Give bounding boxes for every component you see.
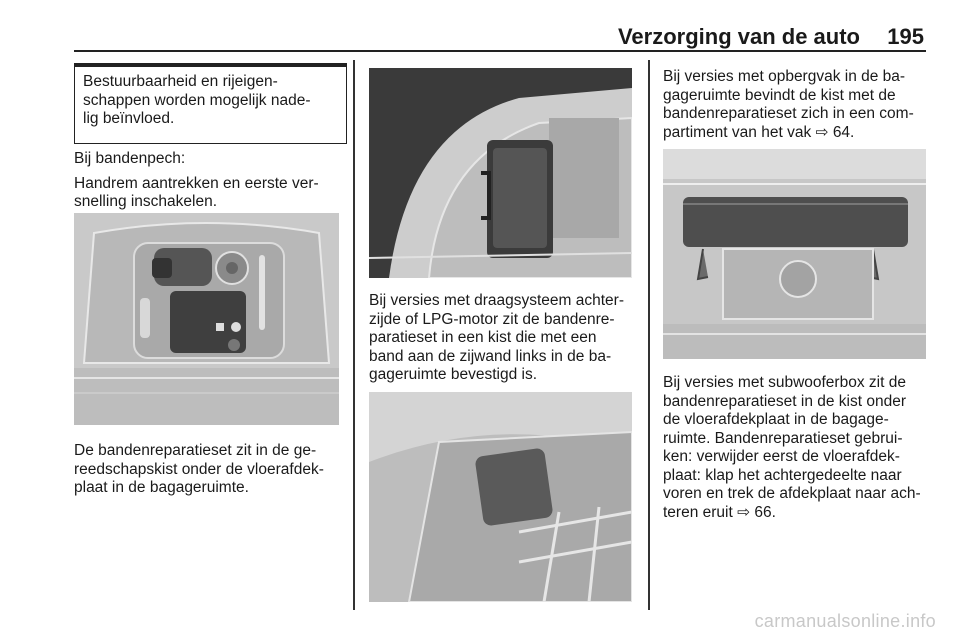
page-reference-arrow-icon: ⇨ [815, 123, 829, 141]
body-line: Bij versies met opbergvak in de ba- [663, 68, 906, 85]
footer-watermark[interactable]: carmanualsonline.info [754, 611, 936, 631]
warning-line: schappen worden mogelijk nade- [83, 91, 311, 109]
page-reference-arrow-icon: ⇨ [737, 503, 751, 521]
column-divider [353, 60, 355, 610]
column3-text-top [663, 68, 933, 142]
side-wall-kit-illustration [369, 68, 632, 278]
body-line: gageruimte bevestigd is. [369, 366, 538, 383]
column-divider [648, 60, 650, 610]
page-number: 195 [887, 24, 924, 49]
storage-compartment-drawing [369, 392, 632, 602]
body-line: Bij versies met draagsysteem achter- [369, 292, 624, 309]
body-line [663, 124, 933, 143]
body-line: bandenreparatieset zich in een com- [663, 105, 914, 122]
caption-line: De bandenreparatieset zit in de ge- [74, 442, 317, 459]
body-line: ken: verwijder eerst de vloerafdek- [663, 448, 900, 465]
body-line: plaat: klap het achtergedeelte naar [663, 466, 902, 484]
body-line: zijde of LPG-motor zit de bandenre- [369, 310, 615, 328]
body-line: band aan de zijwand links in de ba- [369, 347, 612, 365]
body-line-prefix: partiment van het vak [663, 123, 816, 141]
body-line: voren en trek de afdekplaat naar ach- [663, 485, 921, 502]
body-line: gageruimte bevindt de kist met de [663, 86, 896, 104]
spare-well-illustration [74, 213, 339, 425]
column2-text [369, 292, 637, 385]
flat-tyre-heading: Bij bandenpech: [74, 150, 186, 167]
caption-line: plaat in de bagageruimte. [74, 479, 249, 496]
caption-line: reedschapskist onder de vloerafdek- [74, 460, 324, 478]
page-reference-link[interactable]: 64. [832, 123, 855, 141]
column1-text [74, 150, 339, 212]
spare-well-drawing [74, 213, 339, 425]
body-line: ruimte. Bandenreparatieset gebrui- [663, 429, 903, 447]
body-line: bandenreparatieset in de kist onder [663, 392, 906, 410]
page-reference-link[interactable]: 66. [754, 503, 776, 521]
body-line: Bij versies met subwooferbox zit de [663, 374, 906, 391]
instruction-line: snelling inschakelen. [74, 193, 218, 210]
subwoofer-floor-illustration [663, 149, 926, 359]
warning-box [74, 63, 347, 144]
header-rule [74, 50, 926, 52]
column1-caption [74, 442, 344, 498]
instruction-line: Handrem aantrekken en eerste ver- [74, 174, 319, 192]
subwoofer-floor-drawing [663, 149, 926, 359]
body-line: paratieset in een kist die met een [369, 329, 597, 346]
body-line [663, 504, 938, 523]
body-line: de vloerafdekplaat in de bagage- [663, 411, 889, 428]
warning-line: lig beïnvloed. [83, 110, 175, 127]
storage-compartment-illustration [369, 392, 632, 602]
body-line-prefix: teren eruit [663, 503, 738, 521]
side-wall-kit-drawing [369, 68, 632, 278]
header-title: Verzorging van de auto [617, 24, 860, 49]
warning-line: Bestuurbaarheid en rijeigen- [83, 73, 278, 90]
column3-text-bottom [663, 374, 938, 522]
